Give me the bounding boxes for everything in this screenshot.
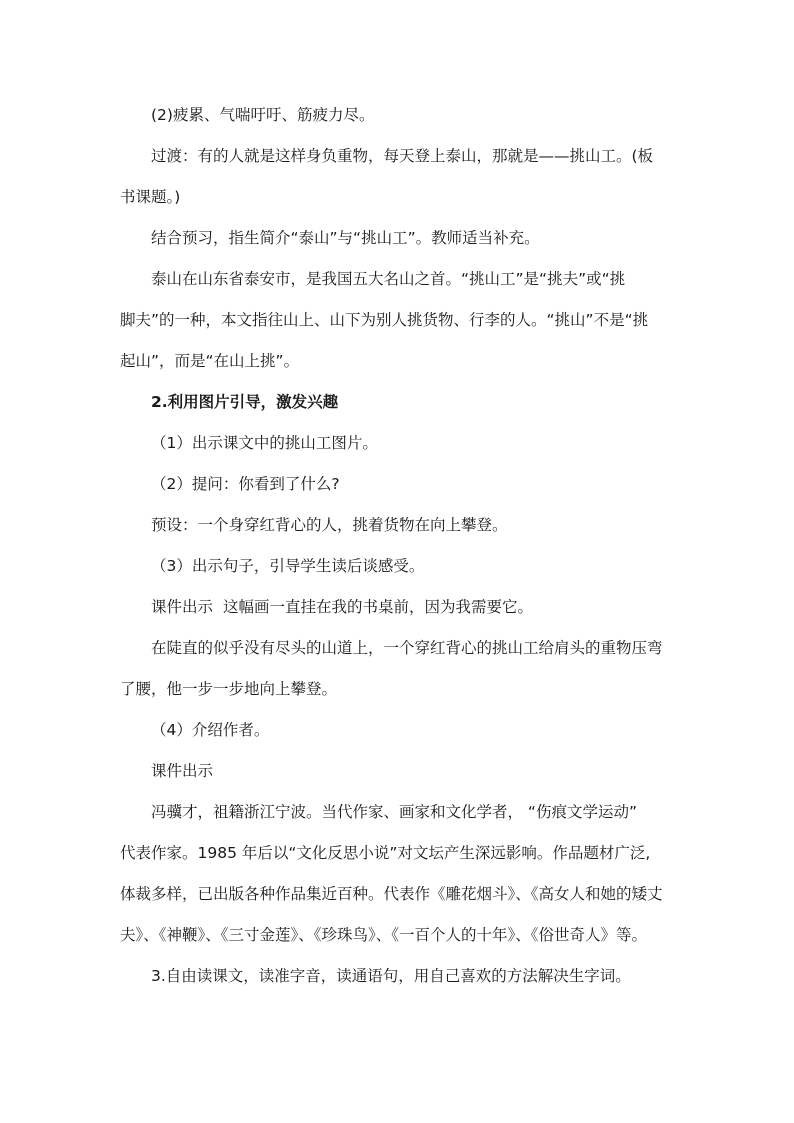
step-4	[120, 719, 680, 741]
quoted-sentence: 这幅画一直挂在我的书桌前，因为我需要它。	[223, 598, 534, 616]
document-body	[120, 104, 680, 987]
step-2	[120, 473, 680, 495]
text-line: （2）提问：你看到了什么?	[151, 475, 340, 493]
paragraph-1	[120, 104, 680, 126]
text-line: （4）介绍作者。	[151, 721, 270, 739]
step-preset	[120, 514, 680, 536]
paragraph-preview	[120, 227, 680, 249]
text-line	[120, 596, 680, 618]
text-line: 预设：一个身穿红背心的人，挑着货物在向上攀登。	[151, 516, 508, 534]
courseware-label: 课件出示	[151, 598, 214, 616]
text-line: 冯骥才，祖籍浙江宁波。当代作家、画家和文化学者， “伤痕文学运动”	[151, 803, 637, 821]
text-line: 泰山在山东省泰安市，是我国五大名山之首。“挑山工”是“挑夫”或“挑	[151, 270, 626, 288]
text-line: 课件出示	[151, 762, 214, 780]
author-intro	[120, 801, 680, 946]
text-line: 代表作家。1985 年后以“文化反思小说”对文坛产生深远影响。作品题材广泛,	[120, 844, 651, 862]
section-heading-3	[120, 965, 680, 987]
text-line: 了腰，他一步一步地向上攀登。	[120, 680, 338, 698]
text-line: 结合预习，指生简介“泰山”与“挑山工”。教师适当补充。	[151, 229, 540, 247]
step-3	[120, 555, 680, 577]
text-line: 起山”，而是“在山上挑”。	[120, 352, 300, 370]
text-line: 体裁多样，已出版各种作品集近百种。代表作《雕花烟斗》、《高女人和她的矮丈	[120, 885, 663, 903]
text-line: (2)疲累、气喘吁吁、筋疲力尽。	[151, 106, 375, 124]
paragraph-taishan	[120, 268, 680, 372]
text-line: 在陡直的似乎没有尽头的山道上，一个穿红背心的挑山工给肩头的重物压弯	[151, 639, 663, 657]
step-1	[120, 432, 680, 454]
text-line: （3）出示句子，引导学生读后谈感受。	[151, 557, 425, 575]
paragraph-transition	[120, 145, 680, 208]
section-heading: 2.利用图片引导，激发兴趣	[151, 393, 339, 411]
courseware-label-2	[120, 760, 680, 782]
text-line: 脚夫”的一种，本文指往山上、山下为别人挑货物、行李的人。“挑山”不是“挑	[120, 311, 649, 329]
text-line: （1）出示课文中的挑山工图片。	[151, 434, 378, 452]
courseware-sentence	[120, 596, 680, 618]
quoted-paragraph	[120, 637, 680, 700]
text-line: 夫》、《神鞭》、《三寸金莲》、《珍珠鸟》、《一百个人的十年》、《俗世奇人》等。	[120, 926, 648, 944]
section-heading-2	[120, 391, 680, 413]
text-line: 过渡：有的人就是这样身负重物，每天登上泰山，那就是——挑山工。(板	[151, 147, 654, 165]
text-line: 书课题。)	[120, 188, 181, 206]
section-heading: 3.自由读课文，读准字音，读通语句，用自己喜欢的方法解决生字词。	[151, 967, 631, 985]
